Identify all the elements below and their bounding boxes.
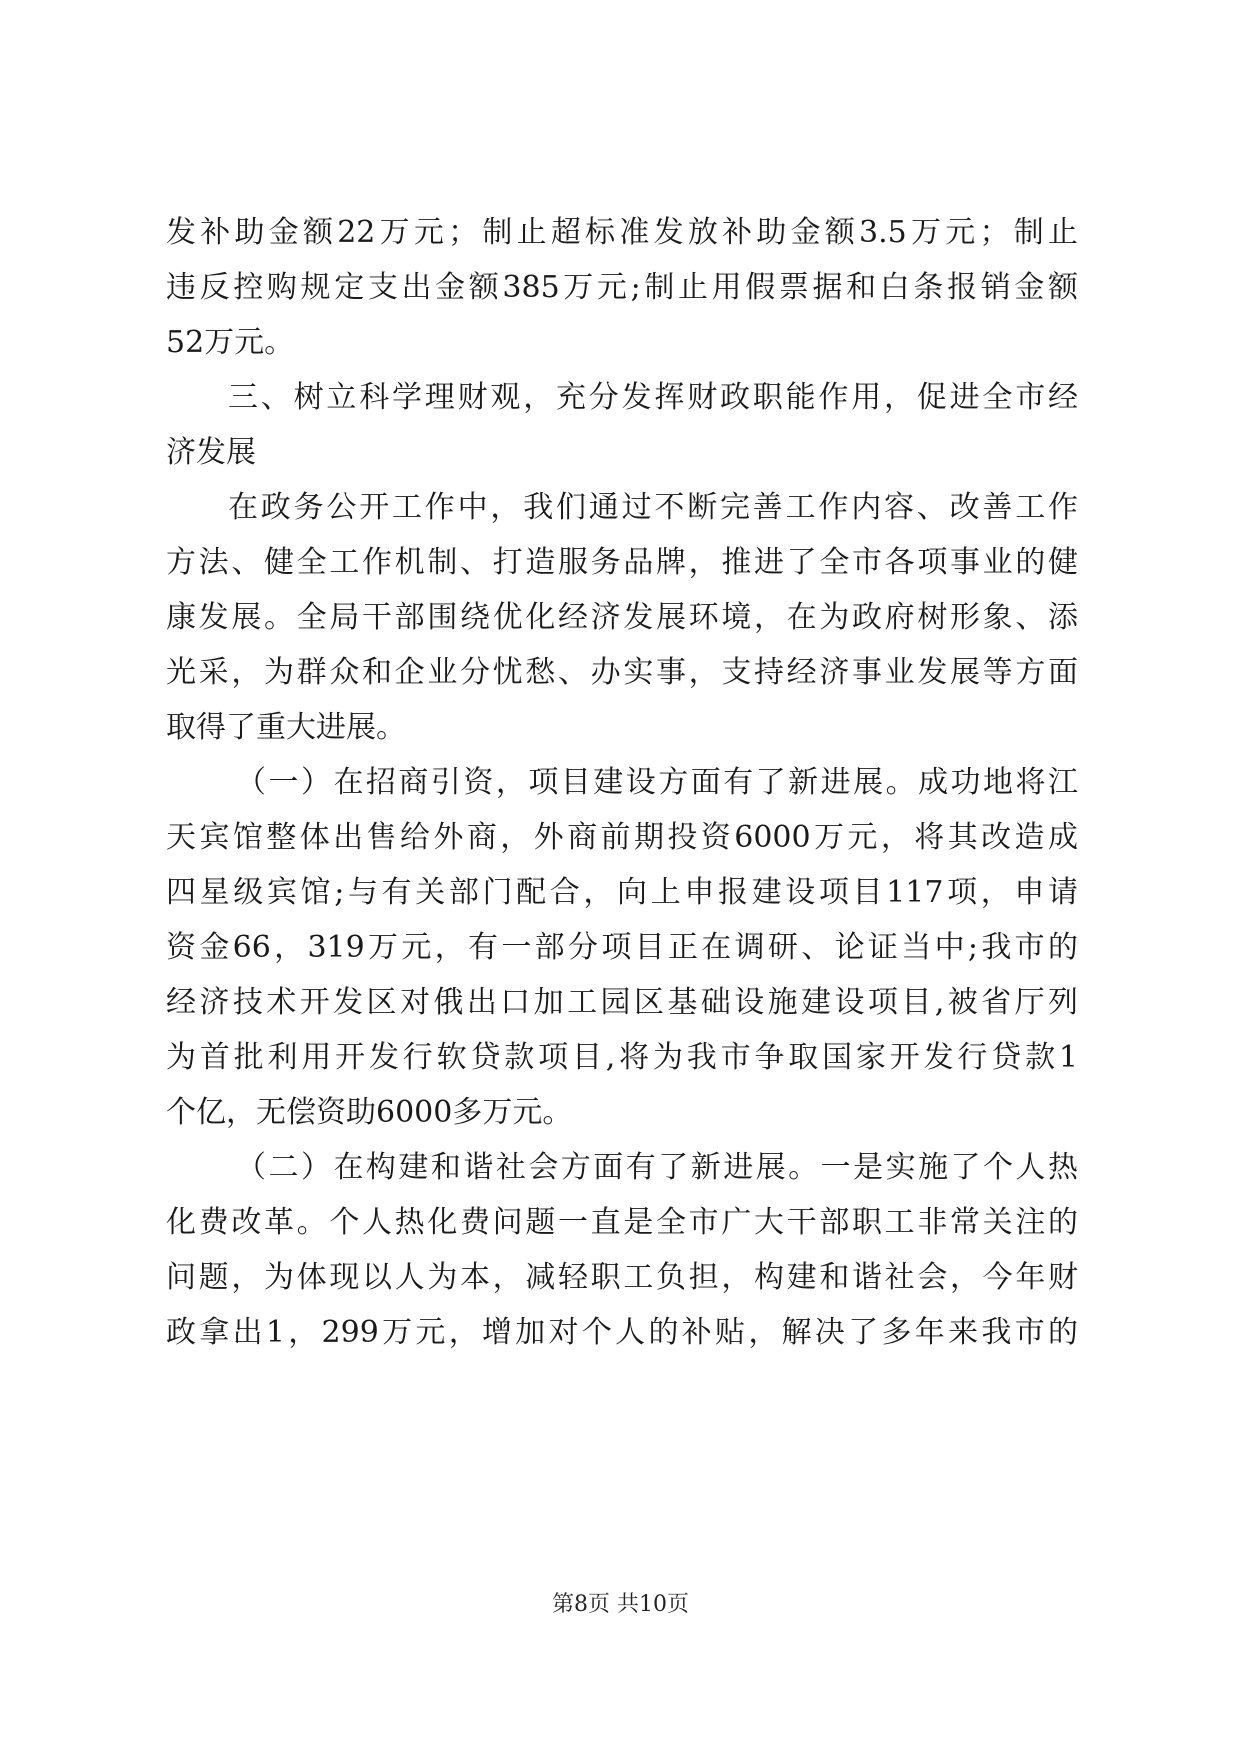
text-line: 52万元。 <box>166 325 295 360</box>
text-line: 四星级宾馆;与有关部门配合，向上申报建设项目117项，申请 <box>166 875 1078 910</box>
text-line: 违反控购规定支出金额385万元;制止用假票据和白条报销金额 <box>166 270 1078 305</box>
text-line: 为首批利用开发行软贷款项目,将为我市争取国家开发行贷款1 <box>166 1040 1078 1075</box>
text-line: 政拿出1，299万元，增加对个人的补贴，解决了多年来我市的 <box>166 1315 1078 1350</box>
text-line: 资金66，319万元，有一部分项目正在调研、论证当中;我市的 <box>166 930 1078 965</box>
text-line: 康发展。全局干部围绕优化经济发展环境，在为政府树形象、添 <box>166 600 1078 635</box>
subsection-line: （二）在构建和谐社会方面有了新进展。一是实施了个人热 <box>236 1150 1078 1185</box>
section-heading: 三、树立科学理财观，充分发挥财政职能作用，促进全市经 <box>228 380 1078 415</box>
page-number-footer: 第8页 共10页 <box>552 1592 689 1617</box>
text-line: 光采，为群众和企业分忧愁、办实事，支持经济事业发展等方面 <box>166 655 1078 690</box>
text-line: 个亿，无偿资助6000多万元。 <box>166 1095 573 1130</box>
text-line: 取得了重大进展。 <box>166 710 406 745</box>
text-line: 问题，为体现以人为本，减轻职工负担，构建和谐社会，今年财 <box>166 1260 1078 1295</box>
text-line: 经济技术开发区对俄出口加工园区基础设施建设项目,被省厅列 <box>166 985 1078 1020</box>
subsection-line: （一）在招商引资，项目建设方面有了新进展。成功地将江 <box>236 765 1078 800</box>
text-line: 化费改革。个人热化费问题一直是全市广大干部职工非常关注的 <box>166 1205 1078 1240</box>
text-line: 方法、健全工作机制、打造服务品牌，推进了全市各项事业的健 <box>166 545 1078 580</box>
text-line: 天宾馆整体出售给外商，外商前期投资6000万元，将其改造成 <box>166 820 1078 855</box>
text-line: 发补助金额22万元；制止超标准发放补助金额3.5万元；制止 <box>166 215 1078 250</box>
text-line: 在政务公开工作中，我们通过不断完善工作内容、改善工作 <box>228 490 1078 525</box>
section-heading-continued: 济发展 <box>166 435 256 470</box>
